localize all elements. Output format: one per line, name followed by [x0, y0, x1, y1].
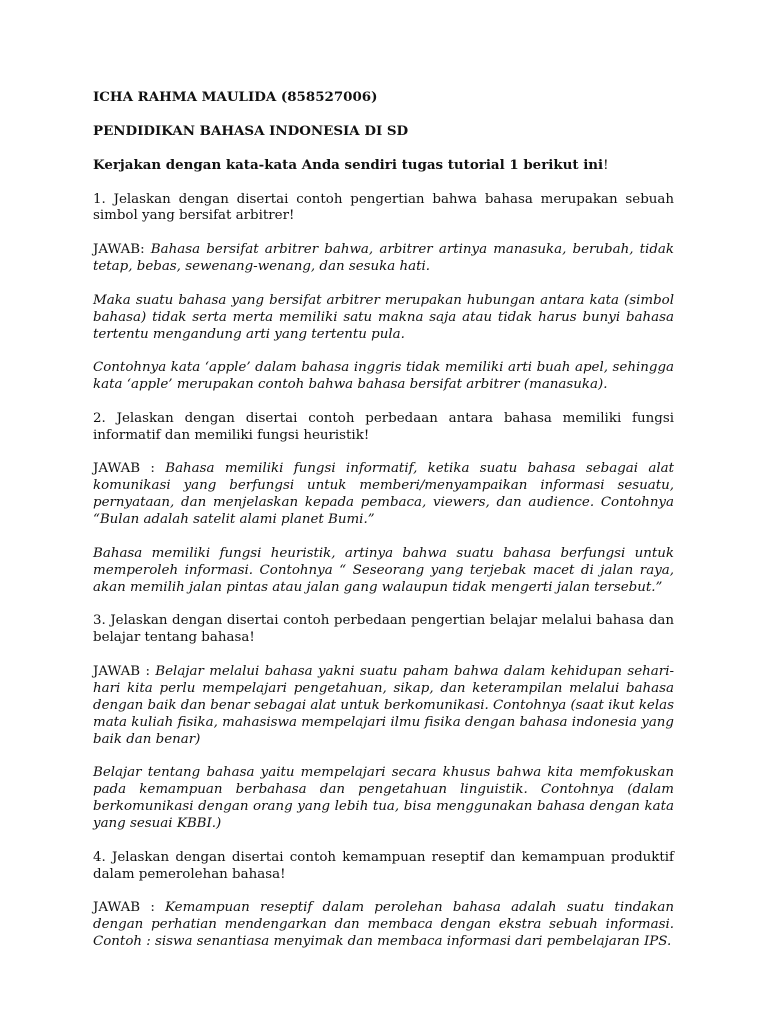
answer-1	[93, 242, 674, 276]
answer-1-paragraph-3: Contohnya kata ‘apple’ dalam bahasa inggris tidak memiliki arti buah apel, sehingga kata ‘apple’ merupakan contoh bahwa bahasa bersifat arbitrer (manasuka).	[93, 360, 674, 393]
answer-4-prefix: JAWAB :	[93, 900, 155, 916]
answer-1-paragraph-2: Maka suatu bahasa yang bersifat arbitrer merupakan hubungan antara kata (simbol bahasa) tidak serta merta memiliki satu makna saja atau tidak harus bunyi bahasa tertentu mengandung arti yang tertentu pula.	[93, 292, 674, 342]
answer-3-prefix: JAWAB :	[93, 664, 150, 680]
answer-2-prefix: JAWAB :	[93, 461, 155, 477]
instruction-end: !	[603, 157, 609, 173]
answer-1-prefix: JAWAB:	[93, 242, 145, 258]
answer-3-text: Belajar melalui bahasa yakni suatu paham bahwa dalam kehidupan sehari-hari kita perlu mempelajari pengetahuan, sikap, dan keterampilan melalui bahasa dengan baik dan benar sebagai alat untuk berkomunikasi. Contohnya (saat ikut kelas mata kuliah fisika, mahasiswa mempelajari ilmu fisika dengan bahasa indonesia yang baik dan benar)	[93, 664, 674, 747]
answer-1-text: Bahasa bersifat arbitrer bahwa, arbitrer artinya manasuka, berubah, tidak tetap, bebas, sewenang-wenang, dan sesuka hati.	[93, 242, 674, 275]
instruction	[93, 157, 674, 175]
answer-2-paragraph-2: Bahasa memiliki fungsi heuristik, artinya bahwa suatu bahasa berfungsi untuk memperoleh informasi. Contohnya “ Seseorang yang terjebak macet di jalan raya, akan memilih jalan pintas atau jalan gang walaupun tidak mengerti jalan tersebut.”	[93, 545, 674, 595]
answer-3	[93, 664, 674, 749]
answer-4	[93, 900, 674, 951]
question-4: 4. Jelaskan dengan disertai contoh kemampuan reseptif dan kemampuan produktif dalam pemerolehan bahasa!	[93, 849, 674, 882]
answer-2-text: Bahasa memiliki fungsi informatif, ketika suatu bahasa sebagai alat komunikasi yang berfungsi untuk memberi/menyampaikan informasi sesuatu, pernyataan, dan menjelaskan kepada pembaca, viewers, dan audience. Contohnya “Bulan adalah satelit alami planet Bumi.”	[93, 461, 674, 528]
course-title: PENDIDIKAN BAHASA INDONESIA DI SD	[93, 122, 409, 139]
question-1: 1. Jelaskan dengan disertai contoh pengertian bahwa bahasa merupakan sebuah simbol yang bersifat arbitrer!	[93, 191, 674, 224]
answer-2	[93, 461, 674, 529]
answer-3-paragraph-2: Belajar tentang bahasa yaitu mempelajari secara khusus bahwa kita memfokuskan pada kemampuan berbahasa dan pengetahuan linguistik. Contohnya (dalam berkomunikasi dengan orang yang lebih tua, bisa menggunakan bahasa dengan kata yang sesuai KBBI.)	[93, 765, 674, 832]
instruction-text: Kerjakan dengan kata-kata Anda sendiri tugas tutorial 1 berikut ini	[93, 156, 604, 173]
student-name: ICHA RAHMA MAULIDA (858527006)	[93, 89, 378, 105]
answer-4-text: Kemampuan reseptif dalam perolehan bahasa adalah suatu tindakan dengan perhatian mendengarkan dan membaca dengan ekstra sebuah informasi. Contoh : siswa senantiasa menyimak dan membaca informasi dari pembelajaran IPS.	[93, 900, 674, 950]
question-2: 2. Jelaskan dengan disertai contoh perbedaan antara bahasa memiliki fungsi informatif dan memiliki fungsi heuristik!	[93, 410, 674, 443]
question-3: 3. Jelaskan dengan disertai contoh perbedaan pengertian belajar melalui bahasa dan belajar tentang bahasa!	[93, 613, 674, 646]
